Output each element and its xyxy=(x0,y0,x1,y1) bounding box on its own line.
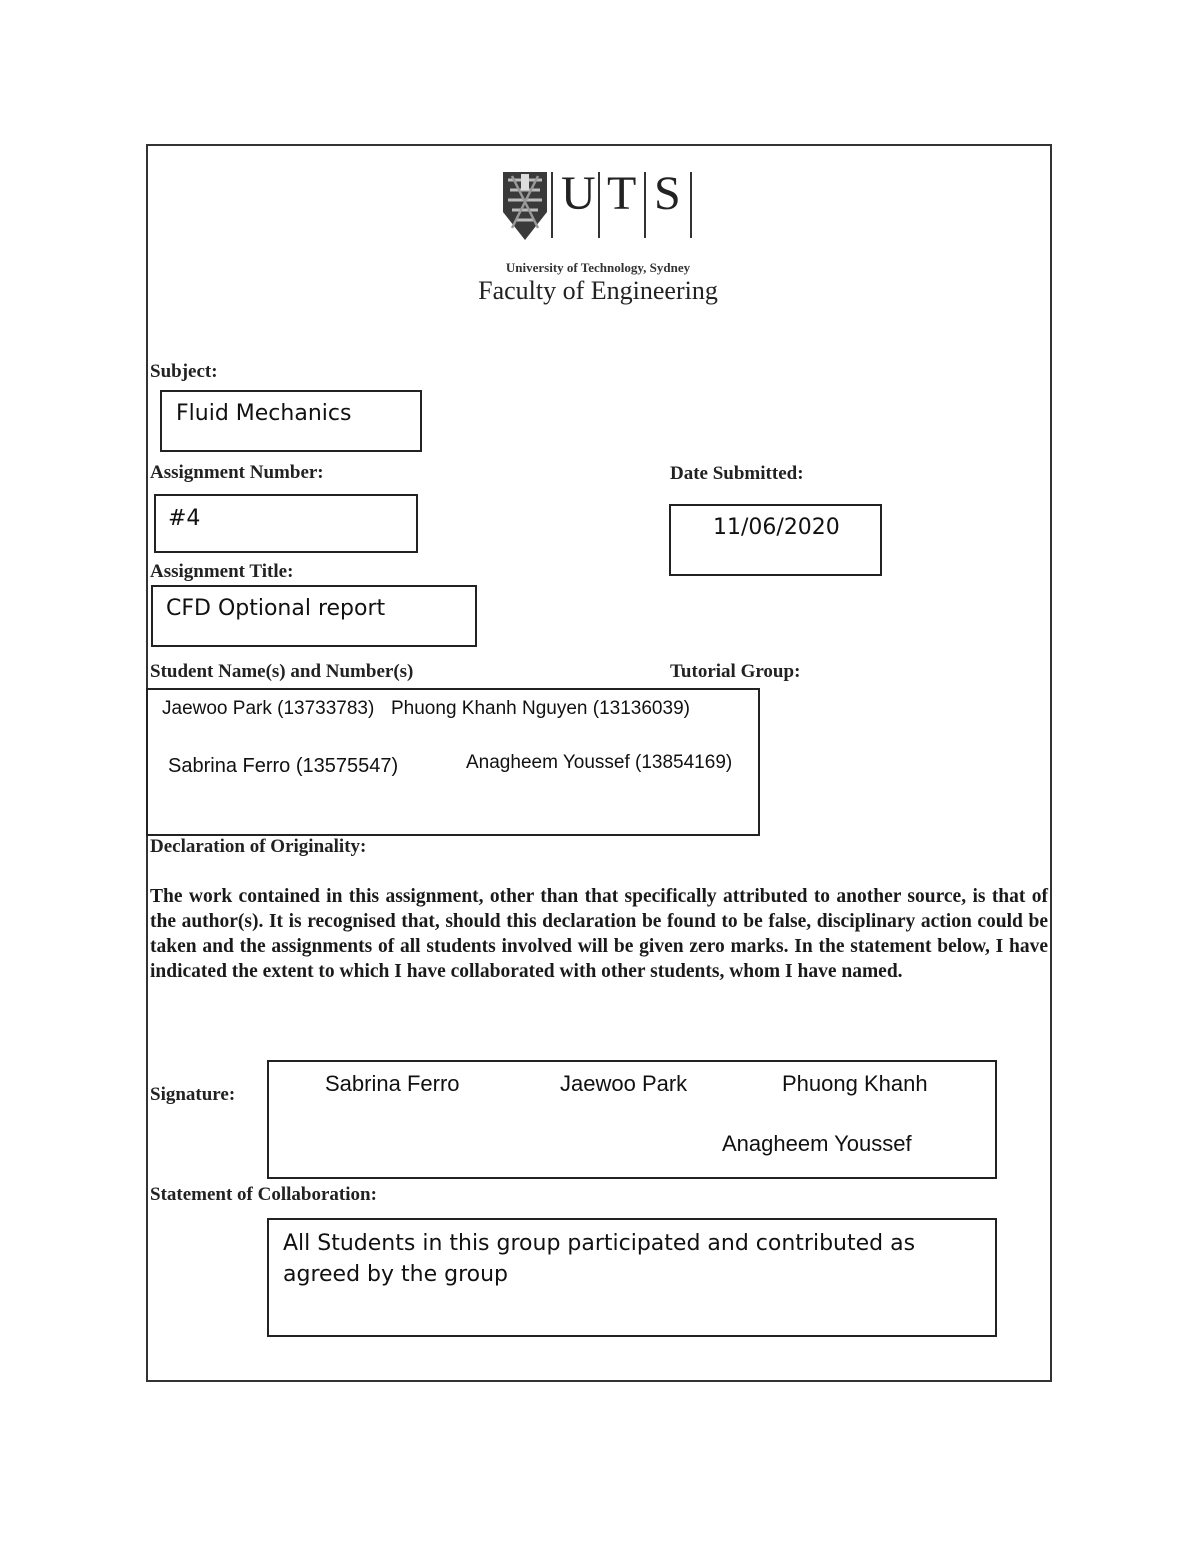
subject-label: Subject: xyxy=(150,361,218,382)
assignment-number-label: Assignment Number: xyxy=(150,462,324,483)
date-submitted-value: 11/06/2020 xyxy=(713,515,840,540)
student-entry: Sabrina Ferro (13575547) xyxy=(168,755,399,777)
assignment-title-label: Assignment Title: xyxy=(150,561,294,582)
signature-field[interactable] xyxy=(267,1060,997,1179)
university-name: University of Technology, Sydney xyxy=(505,260,691,275)
faculty-name: Faculty of Engineering xyxy=(478,276,718,305)
student-names-field[interactable] xyxy=(146,688,760,836)
student-names-label: Student Name(s) and Number(s) xyxy=(150,661,414,682)
uts-shield-icon xyxy=(500,170,550,242)
tutorial-group-label: Tutorial Group: xyxy=(670,661,801,682)
signature-name: Phuong Khanh xyxy=(782,1071,928,1096)
student-entry: Anagheem Youssef (13854169) xyxy=(466,752,733,773)
declaration-text: The work contained in this assignment, other than that specifically attributed to another source, is that of the author(s). It is recognised that, should this declaration be found to be false, disciplinary action could be taken and the assignments of all students involved will be given zero marks. In the statement below, I have indicated the extent to which I have collaborated with other students, whom I have named. xyxy=(150,886,1048,982)
student-entry: Jaewoo Park (13733783) xyxy=(162,698,375,719)
assignment-number-value: #4 xyxy=(168,506,201,531)
logo-letter-t: T xyxy=(607,167,637,220)
logo-letter-u: U xyxy=(561,167,596,220)
logo-letter-s: S xyxy=(654,167,681,220)
collaboration-text: All Students in this group participated and contributed as agreed by the group xyxy=(283,1231,916,1287)
signature-name: Anagheem Youssef xyxy=(722,1131,912,1156)
subject-field[interactable] xyxy=(160,390,422,452)
collaboration-label: Statement of Collaboration: xyxy=(150,1184,377,1205)
date-submitted-field[interactable] xyxy=(669,504,882,576)
date-submitted-label: Date Submitted: xyxy=(670,463,804,484)
signature-name: Jaewoo Park xyxy=(560,1071,688,1096)
assignment-title-value: CFD Optional report xyxy=(166,596,386,621)
signature-name: Sabrina Ferro xyxy=(325,1071,460,1096)
assignment-number-field[interactable] xyxy=(154,494,418,553)
assignment-title-field[interactable] xyxy=(151,585,477,647)
declaration-heading: Declaration of Originality: xyxy=(150,836,367,857)
student-entry: Phuong Khanh Nguyen (13136039) xyxy=(391,698,690,719)
signature-label: Signature: xyxy=(150,1084,236,1105)
subject-value: Fluid Mechanics xyxy=(176,401,352,426)
